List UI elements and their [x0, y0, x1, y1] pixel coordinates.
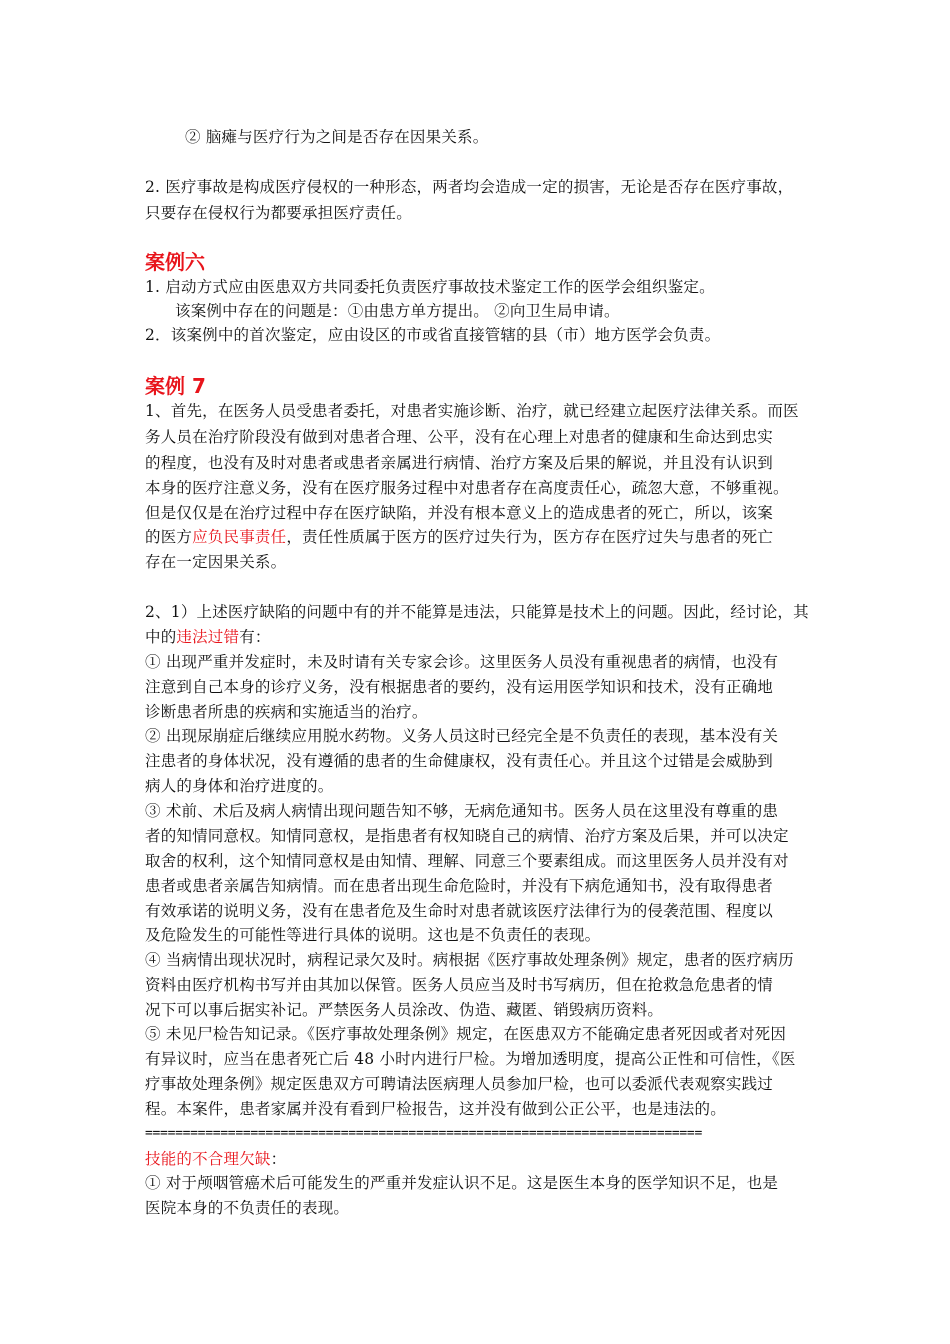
case7-heading: 案例 7	[145, 374, 206, 398]
case6-line-2: 该案例中存在的问题是：①由患方单方提出。 ②向卫生局申请。	[175, 302, 620, 320]
case7-para2-line-2	[145, 624, 815, 650]
item-line: 注患者的身体状况，没有遵循的患者的生命健康权，没有责任心。并且这个过错是会威胁到	[145, 752, 774, 770]
item-line: ② 出现尿崩症后继续应用脱水药物。义务人员这时已经完全是不负责任的表现，基本没有关	[145, 727, 779, 745]
item-line: 诊断患者所患的疾病和实施适当的治疗。	[145, 703, 428, 721]
item-line: 及危险发生的可能性等进行具体的说明。这也是不负责任的表现。	[145, 926, 601, 944]
illegal-fault-highlight: 违法过错	[176, 628, 240, 646]
item-line: ⑤ 未见尸检告知记录。《医疗事故处理条例》规定，在医患双方不能确定患者死因或者对死因	[145, 1025, 787, 1043]
item-line: 病人的身体和治疗进度的。	[145, 777, 334, 795]
skill-line-2: 医院本身的不负责任的表现。	[145, 1199, 350, 1217]
item-line: 况下可以事后据实补记。严禁医务人员涂改、伪造、藏匿、销毁病历资料。	[145, 1001, 664, 1019]
skill-line-1: ① 对于颅咽管癌术后可能发生的严重并发症认识不足。这是医生本身的医学知识不足，也是	[145, 1174, 779, 1192]
item-line: 程。本案件，患者家属并没有看到尸检报告，这并没有做到公正公平，也是违法的。	[145, 1100, 726, 1118]
case7-para1-line-1: 1、首先，在医务人员受患者委托，对患者实施诊断、治疗，就已经建立起医疗法律关系。而医	[145, 402, 799, 420]
case7-para1-line-3: 的程度，也没有及时对患者或患者亲属进行病情、治疗方案及后果的解说，并且没有认识到	[145, 454, 774, 472]
item-line: 有效承诺的说明义务，没有在患者危及生命时对患者就该医疗法律行为的侵袭范围、程度以	[145, 902, 774, 920]
case7-para2-line-1: 2、1）上述医疗缺陷的问题中有的并不能算是违法，只能算是技术上的问题。因此，经讨论，其	[145, 603, 809, 621]
skill-deficiency-highlight: 技能的不合理欠缺	[145, 1150, 271, 1168]
para2-line-2-text-end: 有：	[239, 628, 271, 646]
case7-para1-line-2: 务人员在治疗阶段没有做到对患者合理、公平，没有在心理上对患者的健康和生命达到忠实	[145, 428, 774, 446]
para2-line-2-text: 中的	[145, 628, 177, 646]
item-line: 资料由医疗机构书写并由其加以保管。医务人员应当及时书写病历，但在抢救急危患者的情	[145, 976, 774, 994]
skill-heading-colon: ：	[270, 1150, 287, 1168]
separator-line: ==========================================================================	[145, 1126, 702, 1141]
case7-para1-line-5: 但是仅仅是在治疗过程中存在医疗缺陷，并没有根本意义上的造成患者的死亡，所以，该案	[145, 504, 774, 522]
para1-line-6-text-end: ，责任性质属于医方的医疗过失行为，医方存在医疗过失与患者的死亡	[286, 528, 774, 546]
item-line: 注意到自己本身的诊疗义务，没有根据患者的要约，没有运用医学知识和技术，没有正确地	[145, 678, 774, 696]
item-line: 者的知情同意权。知情同意权，是指患者有权知晓自己的病情、治疗方案及后果，并可以决定	[145, 827, 789, 845]
intro-point-2-line-2: 只要存在侵权行为都要承担医疗责任。	[145, 204, 412, 222]
case6-heading: 案例六	[145, 250, 205, 274]
item-line: ① 出现严重并发症时，未及时请有关专家会诊。这里医务人员没有重视患者的病情，也没有	[145, 653, 779, 671]
civil-liability-highlight: 应负民事责任	[192, 528, 287, 546]
item-line: 患者或患者亲属告知病情。而在患者出现生命危险时，并没有下病危通知书，没有取得患者	[145, 877, 774, 895]
para1-line-6-text: 的医方	[145, 528, 193, 546]
intro-point-2-line-1: 2. 医疗事故是构成医疗侵权的一种形态，两者均会造成一定的损害，无论是否存在医疗事故，	[145, 178, 794, 196]
case7-para1-line-7: 存在一定因果关系。	[145, 553, 287, 571]
case7-para1-line-4: 本身的医疗注意义务，没有在医疗服务过程中对患者存在高度责任心，疏忽大意，不够重视。	[145, 479, 789, 497]
item-line: 取舍的权利，这个知情同意权是由知情、理解、同意三个要素组成。而这里医务人员并没有对	[145, 852, 789, 870]
intro-item-2: ② 脑瘫与医疗行为之间是否存在因果关系。	[185, 128, 489, 146]
case6-line-1: 1. 启动方式应由医患双方共同委托负责医疗事故技术鉴定工作的医学会组织鉴定。	[145, 278, 715, 296]
case7-para1-line-6	[145, 524, 815, 550]
item-line: 有异议时，应当在患者死亡后 48 小时内进行尸检。为增加透明度，提高公正性和可信性，《医	[145, 1050, 796, 1068]
item-line: ④ 当病情出现状况时，病程记录欠及时。病根据《医疗事故处理条例》规定，患者的医疗病历	[145, 951, 794, 969]
skill-heading	[145, 1146, 815, 1172]
item-line: ③ 术前、术后及病人病情出现问题告知不够，无病危通知书。医务人员在这里没有尊重的患	[145, 802, 779, 820]
case6-line-3: 2．该案例中的首次鉴定，应由设区的市或省直接管辖的县（市）地方医学会负责。	[145, 326, 721, 344]
item-line: 疗事故处理条例》规定医患双方可聘请法医病理人员参加尸检，也可以委派代表观察实践过	[145, 1075, 774, 1093]
